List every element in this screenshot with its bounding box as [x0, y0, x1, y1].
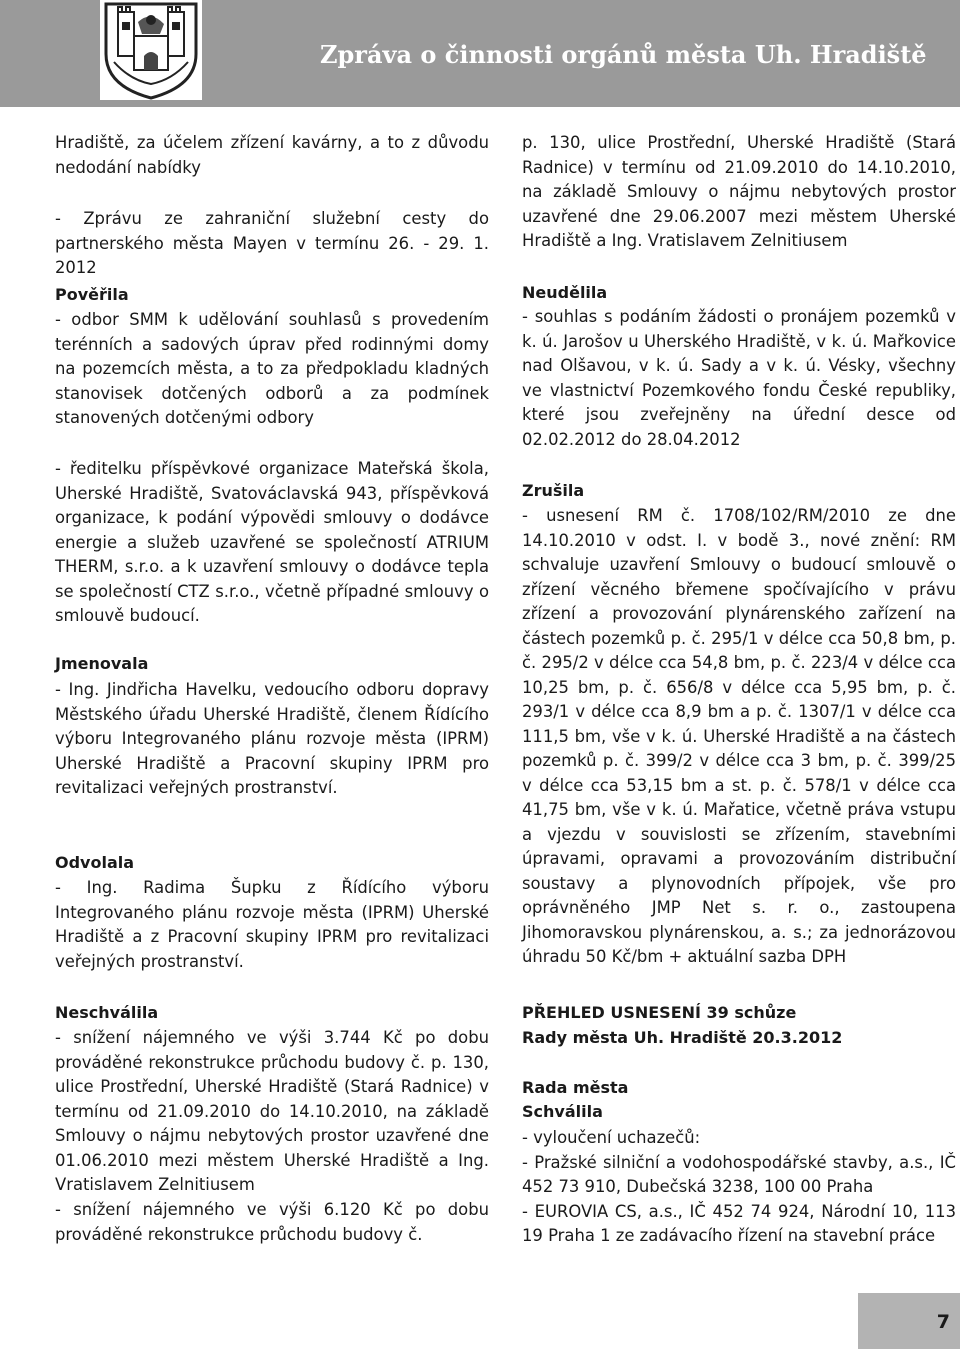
section-heading-jmenovala: Jmenovala: [55, 654, 149, 673]
section-heading-rada-mesta: Rada města: [522, 1078, 629, 1097]
page-number-box: [858, 1293, 960, 1349]
paragraph: - snížení nájemného ve výši 6.120 Kč po dobu prováděné rekonstrukce průchodu budovy č.: [55, 1200, 489, 1244]
section-heading-schvalila: Schválila: [522, 1102, 603, 1121]
section-heading-neudelila: Neudělila: [522, 283, 608, 302]
paragraph: - ředitelku příspěvkové organizace Mateřská škola, Uherské Hradiště, Svatováclavská 943, příspěvková organizace, k podání výpovědi smlouvy o dodávce energie a služeb uzavřené se společností ATRIUM THERM, s.r.o. a k uzavření smlouvy o dodávce tepla se společností CTZ s.r.o., včetně případné smlouvy o smlouvě budoucí.: [55, 459, 489, 625]
paragraph: - vyloučení uchazečů: - Pražské silniční a vodohospodářské stavby, a.s., IČ 452 73 910, Dubečská 3238, 100 00 Praha - EUROVIA CS, a.s., IČ 452 74 924, Národní 10, 113 19 Praha 1 ze zadávacího řízení na stavební práce: [522, 1128, 956, 1245]
paragraph: - Zprávu ze zahraniční služební cesty do partnerského města Mayen v termínu 26. - 29. 1. 2012: [55, 209, 489, 277]
paragraph: - odbor SMM k udělování souhlasů s provedením terénních a sadových úprav před rodinnými domy na pozemcích města, a to za předpokladu kladných stanovisek dotčených odborů a za podmínek stanovených dotčenými odbory: [55, 310, 489, 427]
paragraph: p. 130, ulice Prostřední, Uherské Hradiště (Stará Radnice) v termínu od 21.09.2010 do 14.10.2010, na základě Smlouvy o nájmu nebytových prostor uzavřené dne 29.06.2007 mezi městem Uherské Hradiště a Ing. Vratislavem Zelnitiusem: [522, 133, 956, 250]
section-heading-zrusila: Zrušila: [522, 481, 585, 500]
summary-subheading: Rady města Uh. Hradiště 20.3.2012: [522, 1028, 843, 1047]
section-heading-neschvalila: Neschválila: [55, 1003, 159, 1022]
paragraph: Hradiště, za účelem zřízení kavárny, a to z důvodu nedodání nabídky: [55, 133, 489, 177]
city-coat-of-arms-icon: [100, 0, 202, 100]
paragraph: - souhlas s podáním žádosti o pronájem pozemků v k. ú. Jarošov u Uherského Hradiště, v k. ú. Mařkovice nad Olšavou, v k. ú. Sady a v k. ú. Vésky, všechny ve vlastnictví Pozemkového fondu České republiky, které jsou zveřejněny na úřední desce od 02.02.2012 do 28.04.2012: [522, 307, 956, 449]
paragraph: - Ing. Radima Šupku z Řídícího výboru Integrovaného plánu rozvoje města (IPRM) Uherské Hradiště a z Pracovní skupiny IPRM pro revitalizaci veřejných prostranství.: [55, 878, 489, 971]
summary-heading: PŘEHLED USNESENÍ 39 schůze: [522, 1003, 797, 1022]
section-heading-odvolala: Odvolala: [55, 853, 135, 872]
paragraph: - Ing. Jindřicha Havelku, vedoucího odboru dopravy Městského úřadu Uherské Hradiště, členem Řídícího výboru Integrovaného plánu rozvoje města (IPRM) Uherské Hradiště a Pracovní skupiny IPRM pro revitalizaci veřejných prostranství.: [55, 680, 489, 797]
paragraph: - snížení nájemného ve výši 3.744 Kč po dobu prováděné rekonstrukce průchodu budovy č. p. 130, ulice Prostřední, Uherské Hradiště (Stará Radnice) v termínu od 21.09.2010 do 14.10.2010, na základě Smlouvy o nájmu nebytových prostor uzavřené dne 01.06.2010 mezi městem Uherské Hradiště a Ing. Vratislavem Zelnitiusem: [55, 1028, 489, 1194]
section-heading-poverila: Pověřila: [55, 285, 129, 304]
paragraph: - usnesení RM č. 1708/102/RM/2010 ze dne 14.10.2010 v odst. I. v bodě 3., nové znění: RM schvaluje uzavření Smlouvy o budoucí smlouvě o zřízení věcného břemene spočívajícího v právu zřízení a provozování plynárenského zařízení na částech pozemků p. č. 295/1 v délce cca 50,8 bm, p. č. 295/2 v délce cca 54,8 bm, p. č. 223/4 v délce cca 10,25 bm, p. č. 656/8 v délce cca 5,95 bm, p. č. 293/1 v délce cca 8,9 bm a p. č. 1307/1 v délce cca 111,5 bm, vše v k. ú. Uherské Hradiště a na částech pozemků p. č. 399/2 v délce cca 3 bm, p. č. 399/25 v délce cca 53,15 bm a st. p. č. 578/1 v délce cca 41,75 bm, vše v k. ú. Mařatice, včetně práva vstupu a vjezdu v souvislosti se zřízením, stavebními úpravami, opravami a provozováním distribuční soustavy a plynovodních přípojek, vše pro oprávněného JMP Net s. r. o., zastoupena Jihomoravskou plynárenskou, a. s.; za jednorázovou úhradu 50 Kč/bm + aktuální sazba DPH: [522, 506, 956, 966]
page-number: 7: [936, 1311, 950, 1333]
page-header-title: Zpráva o činnosti orgánů města Uh. Hradiště: [320, 40, 927, 69]
page-header: [0, 0, 960, 107]
